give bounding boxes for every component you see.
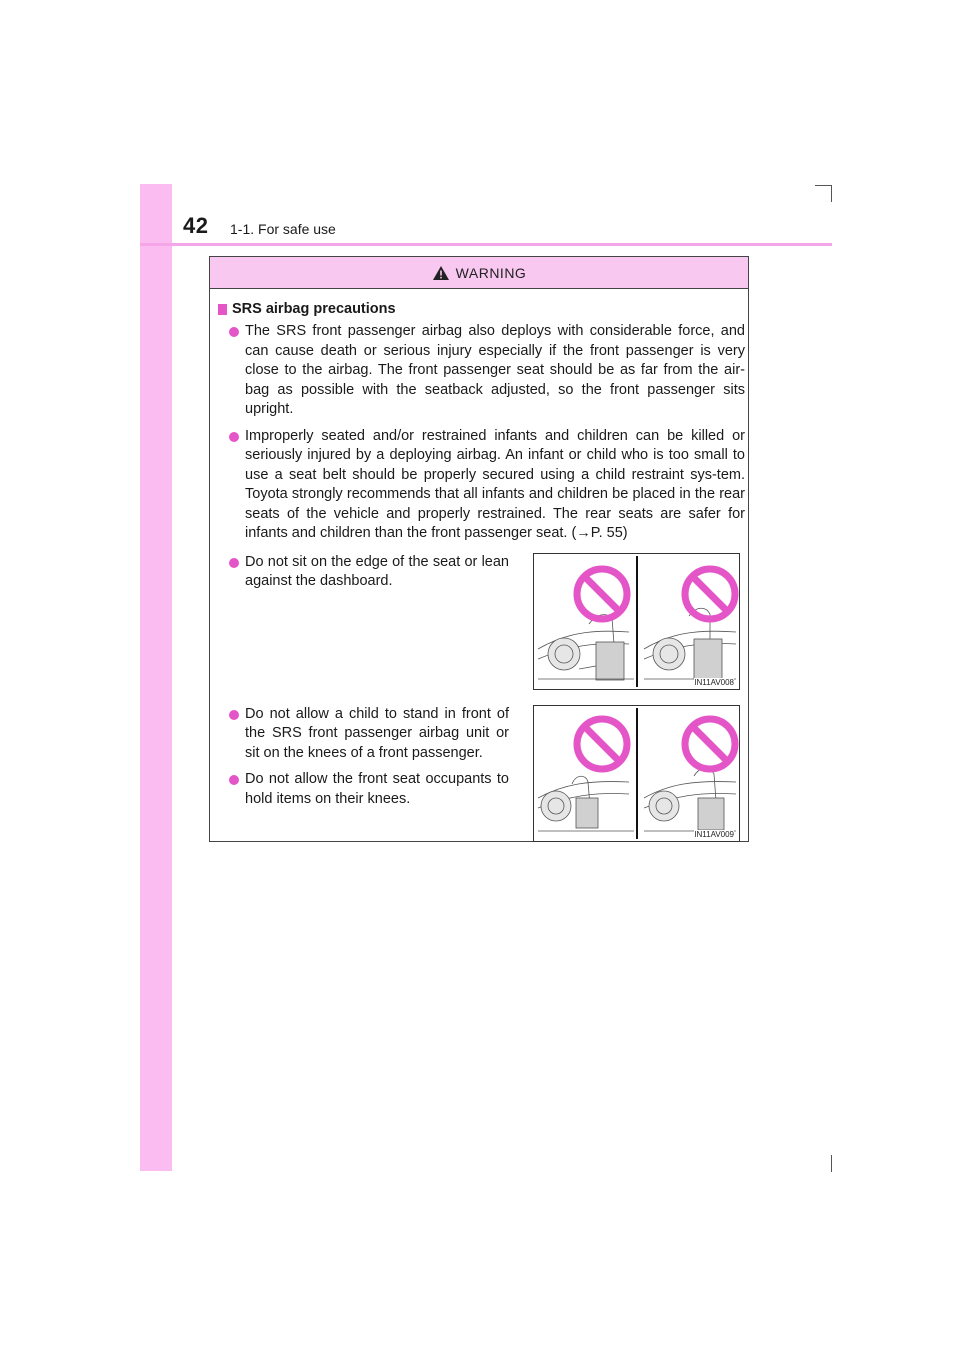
list-item-text: Improperly seated and/or restrained infants and children can be killed or seriously injured by a deploying airbag. An infant or child who is too small to use a seat belt should be properly secured using a child restraint sys-tem. Toyota strongly recommends that all infants and children be placed in the rear seats of the vehicle and properly restrained. The rear seats are safer for infants and children than the front passenger seat. (→P. 55)	[245, 427, 745, 541]
list-item	[222, 322, 745, 420]
list-item	[222, 770, 509, 809]
list-item-text: The SRS front passenger airbag also deploys with considerable force, and can cause death or serious injury especially if the front passenger is very close to the airbag. The front passenger seat should be as far from the air-bag as possible with the seatback adjusted, so the front passenger sits upright.	[245, 323, 745, 417]
child-standing-illustration	[534, 706, 739, 841]
header-rule	[140, 243, 832, 246]
warning-triangle-icon	[432, 265, 450, 281]
subheading	[218, 301, 740, 317]
warning-box	[209, 256, 749, 842]
prohibited-icon	[685, 569, 735, 619]
crop-mark-top-right-vertical	[831, 185, 832, 202]
prohibited-icon	[577, 569, 627, 619]
bullet-icon	[229, 775, 239, 785]
crop-mark-bottom-right	[831, 1155, 832, 1172]
list-item-text: Do not sit on the edge of the seat or lean against the dashboard.	[245, 553, 509, 589]
seat-edge-illustration	[534, 554, 739, 689]
warning-header	[210, 257, 748, 289]
figure-code: IN11AV008	[694, 677, 734, 687]
side-band	[140, 184, 172, 1171]
bullet-icon	[229, 710, 239, 720]
subheading-text: SRS airbag precautions	[232, 301, 396, 317]
figure-code: IN11AV009	[694, 829, 734, 839]
figure-row-2	[218, 705, 740, 845]
bullet-icon	[229, 432, 239, 442]
bullet-icon	[229, 327, 239, 337]
list-item-text: Do not allow the front seat occupants to hold items on their knees.	[245, 771, 509, 807]
page-number: 42	[183, 213, 209, 238]
list-item	[222, 553, 509, 592]
warning-body	[210, 289, 748, 845]
prohibited-posture-figure	[533, 553, 740, 690]
list-item	[222, 705, 509, 764]
section-title: 1-1. For safe use	[230, 221, 336, 237]
prohibited-icon	[685, 719, 735, 769]
warning-title: WARNING	[455, 264, 527, 281]
figure-row-1	[218, 553, 740, 705]
prohibited-icon	[577, 719, 627, 769]
square-bullet-icon	[218, 304, 227, 315]
bullet-icon	[229, 558, 239, 568]
crop-mark-top-right	[815, 185, 832, 186]
list-item-text: Do not allow a child to stand in front of the SRS front passenger airbag unit or sit on the knees of a front passenger.	[245, 705, 509, 761]
prohibited-posture-figure	[533, 705, 740, 842]
list-item	[222, 427, 745, 544]
